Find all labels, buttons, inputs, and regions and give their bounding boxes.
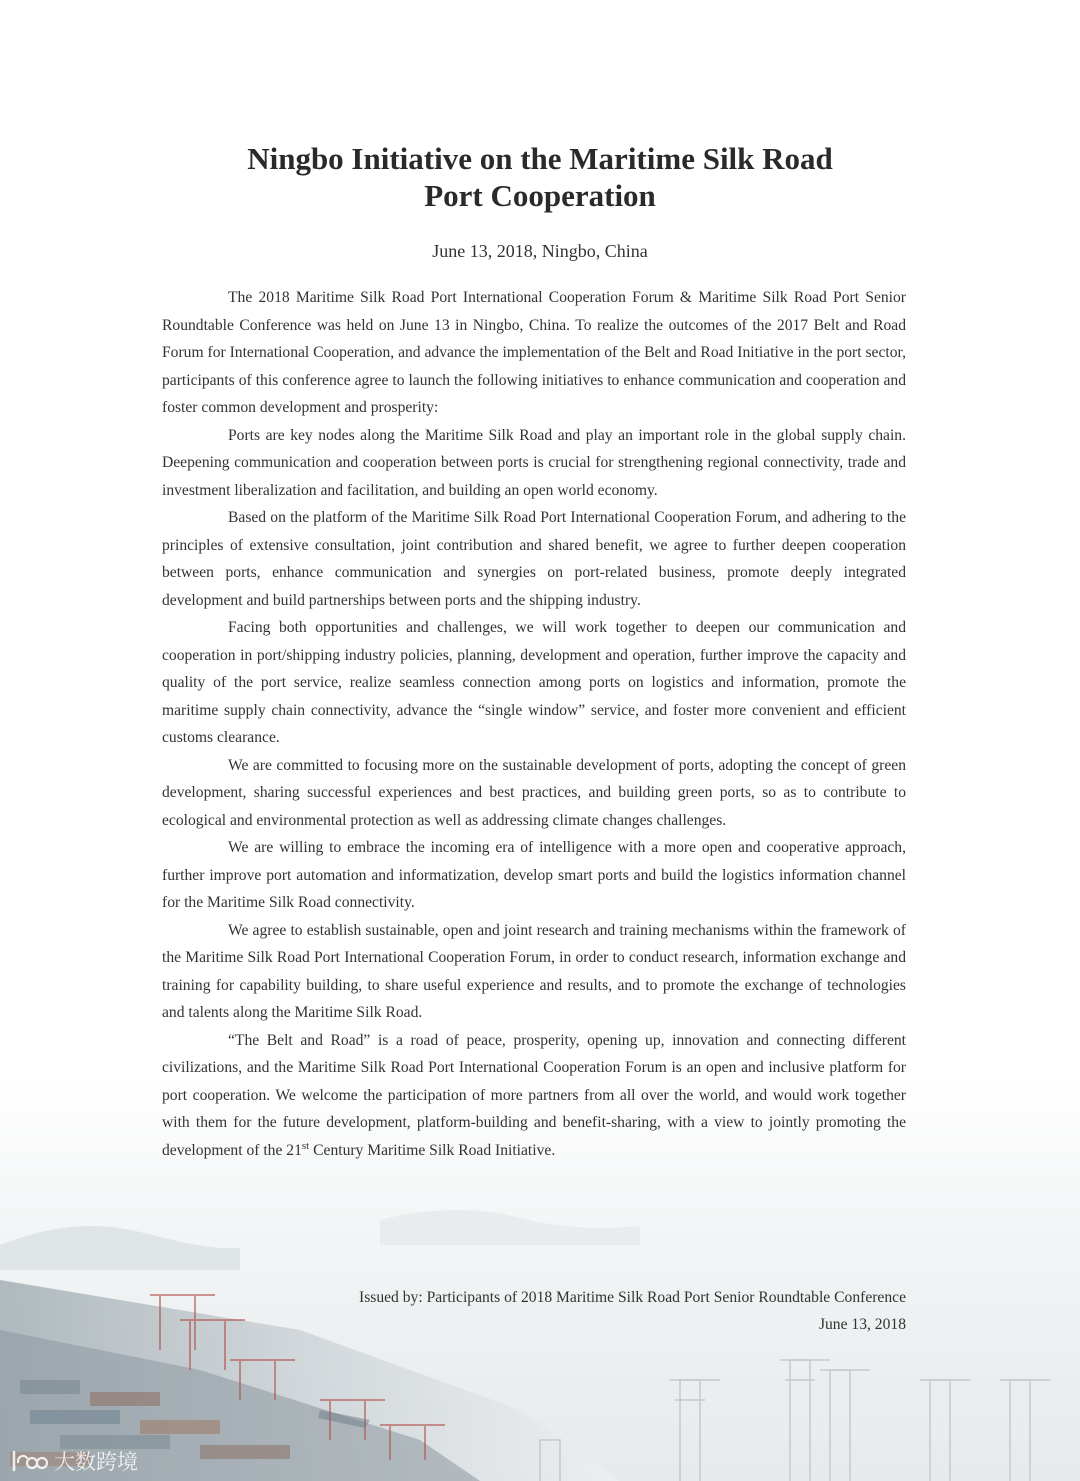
watermark	[10, 1446, 138, 1476]
ordinal-suffix: st	[301, 1139, 310, 1152]
date-place: June 13, 2018, Ningbo, China	[432, 241, 648, 261]
watermark-text: 大数跨境	[54, 1450, 138, 1474]
document-body	[162, 284, 906, 1164]
paragraph-5: We are committed to focusing more on the sustainable development of ports, adopting the concept of green development, sharing successful experiences and best practices, and building green ports, so as to contribute to ecological and environmental protection as well as addressing climate changes challenges.	[162, 756, 906, 829]
title-line-1: Ningbo Initiative on the Maritime Silk Road	[247, 141, 833, 176]
brand-logo-icon	[10, 1448, 48, 1474]
paragraph-2: Ports are key nodes along the Maritime Silk Road and play an important role in the global supply chain. Deepening communication and cooperation between ports is crucial for strengthening regional connectivity, trade and investment liberalization and facilitation, and building an open world economy.	[162, 426, 906, 499]
issued-block	[359, 1284, 906, 1338]
paragraph-8	[162, 1027, 906, 1165]
paragraph-7: We agree to establish sustainable, open and joint research and training mechanisms within the framework of the Maritime Silk Road Port International Cooperation Forum, in order to conduct research, information exchange and training for capability building, to share useful experience and results, and to promote the exchange of technologies and talents along the Maritime Silk Road.	[162, 921, 906, 1021]
document-title	[0, 140, 1080, 214]
issued-date: June 13, 2018	[818, 1316, 906, 1333]
paragraph-4: Facing both opportunities and challenges, we will work together to deepen our communication and cooperation in port/shipping industry policies, planning, development and operation, further improve the capacity and quality of the port service, realize seamless connection among ports on logistics and information, promote the maritime supply chain connectivity, advance the “single window” service, and foster more convenient and efficient customs clearance.	[162, 619, 906, 746]
paragraph-3: Based on the platform of the Maritime Silk Road Port International Cooperation Forum, and adhering to the principles of extensive consultation, joint contribution and shared benefit, we agree to further deepen cooperation between ports, enhance communication and synergies on port-related business, promote deeply integrated development and build partnerships between ports and the shipping industry.	[162, 509, 906, 609]
paragraph-8-text: “The Belt and Road” is a road of peace, prosperity, opening up, innovation and connecting different civilizations, and the Maritime Silk Road Port International Cooperation Forum is an open and inclusive platform for port cooperation. We welcome the participation of more partners from all over the world, and would work together with them for the future development, platform-building and benefit-sharing, with a view to jointly promoting the development of the 21	[162, 1031, 906, 1159]
paragraph-1: The 2018 Maritime Silk Road Port International Cooperation Forum & Maritime Silk Road Port Senior Roundtable Conference was held on June 13 in Ningbo, China. To realize the outcomes of the 2017 Belt and Road Forum for International Cooperation, and advance the implementation of the Belt and Road Initiative in the port sector, participants of this conference agree to launch the following initiatives to enhance communication and cooperation and foster common development and prosperity:	[162, 289, 906, 416]
paragraph-6: We are willing to embrace the incoming era of intelligence with a more open and cooperative approach, further improve port automation and informatization, develop smart ports and build the logistics information channel for the Maritime Silk Road connectivity.	[162, 839, 906, 911]
issued-by: Issued by: Participants of 2018 Maritime Silk Road Port Senior Roundtable Conference	[359, 1289, 906, 1306]
title-line-2: Port Cooperation	[424, 178, 656, 213]
paragraph-8-ending: Century Maritime Silk Road Initiative.	[309, 1141, 556, 1159]
